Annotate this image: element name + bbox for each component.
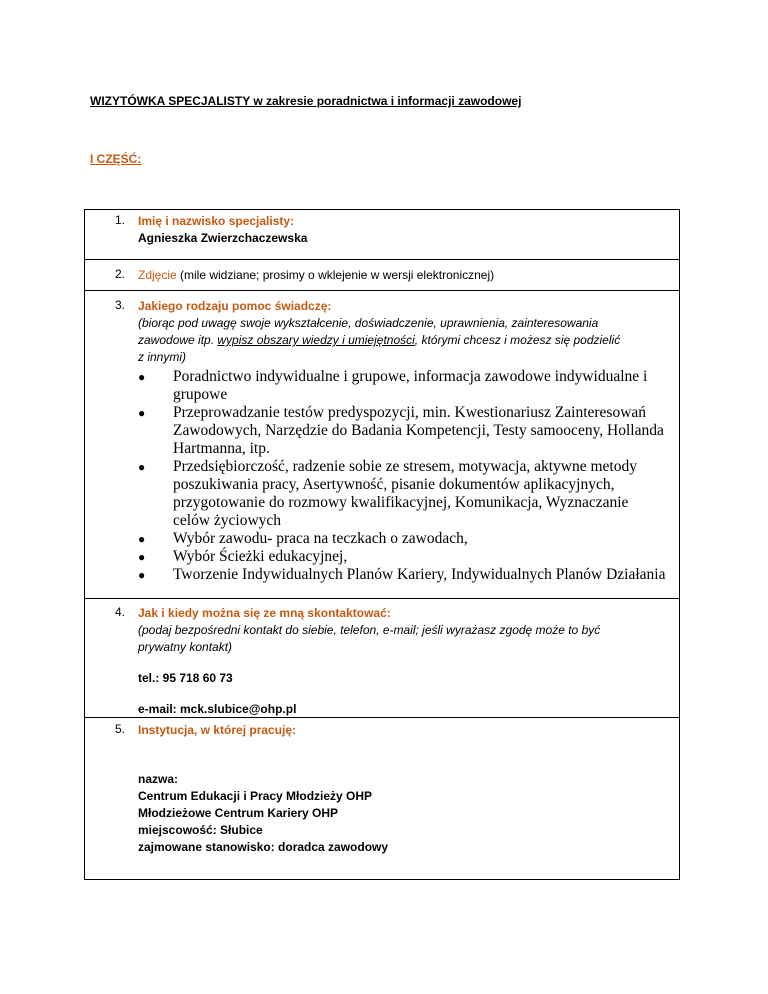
row-number: 5.	[115, 722, 126, 736]
note-line: prywatny kontakt)	[138, 640, 233, 654]
row-content	[138, 722, 661, 856]
list-item	[138, 530, 669, 548]
row-content	[138, 267, 661, 284]
question-label: Jakiego rodzaju pomoc świadczę:	[138, 299, 332, 313]
list-item-text: Przeprowadzanie testów predyspozycji, min. Kwestionariusz Zainteresowań Zawodowych, Narzędzie do Badania Kompetencji, Testy samooceny, Hollanda Hartmanna, itp.	[173, 404, 664, 457]
job-position: zajmowane stanowisko: doradca zawodowy	[138, 840, 389, 854]
list-item-text: Wybór Ścieżki edukacyjnej,	[173, 548, 348, 565]
list-item-text: Przedsiębiorczość, radzenie sobie ze stresem, motywacja, aktywne metody poszukiwania pracy, Asertywność, pisanie dokumentów aplikacyjnych, przygotowanie do rozmowy kwalifikacyjnej, Komunikacja, Wyznaczanie celów życiowych	[173, 458, 637, 529]
note-line: (podaj bezpośredni kontakt do siebie, telefon, e-mail; jeśli wyrażasz zgodę może to być	[138, 623, 601, 637]
row-number: 2.	[115, 267, 126, 281]
specialist-name: Agnieszka Zwierzchaczewska	[138, 231, 308, 245]
institution-name-2: Młodzieżowe Centrum Kariery OHP	[138, 806, 339, 820]
services-note	[138, 315, 661, 366]
row-services	[85, 291, 679, 599]
institution-name-label: nazwa:	[138, 772, 179, 786]
row-content	[138, 605, 661, 718]
row-content	[138, 213, 661, 247]
list-item	[138, 548, 669, 566]
institution-location: miejscowość: Słubice	[138, 823, 263, 837]
contact-email: e-mail: mck.slubice@ohp.pl	[138, 702, 297, 716]
row-number: 1.	[115, 213, 126, 227]
row-number: 4.	[115, 605, 126, 619]
list-item	[138, 566, 669, 584]
institution-name-1: Centrum Edukacji i Pracy Młodzieży OHP	[138, 789, 373, 803]
note-line	[138, 332, 661, 349]
question-label: Imię i nazwisko specjalisty:	[138, 214, 295, 228]
list-item-text: Wybór zawodu- praca na teczkach o zawodach,	[173, 530, 468, 547]
list-item	[138, 404, 669, 458]
list-item	[138, 368, 669, 404]
bullet-icon: ●	[138, 460, 146, 474]
row-content	[138, 298, 661, 366]
question-label: Jak i kiedy można się ze mną skontaktować:	[138, 606, 391, 620]
form-table	[84, 209, 680, 880]
question-label: Zdjęcie	[138, 268, 177, 282]
bullet-icon: ●	[138, 370, 146, 384]
question-label: Instytucja, w której pracuję:	[138, 723, 297, 737]
document-title: WIZYTÓWKA SPECJALISTY w zakresie poradnictwa i informacji zawodowej	[90, 94, 522, 108]
contact-phone: tel.: 95 718 60 73	[138, 671, 233, 685]
row-specialist-name	[85, 210, 679, 260]
row-contact	[85, 599, 679, 718]
photo-note: (mile widziane; prosimy o wklejenie w wersji elektronicznej)	[176, 268, 495, 282]
row-institution	[85, 718, 679, 879]
contact-note	[138, 622, 661, 656]
services-list	[138, 368, 669, 584]
bullet-icon: ●	[138, 550, 146, 564]
institution-details	[138, 771, 661, 856]
list-item	[138, 458, 669, 530]
list-item-text: Poradnictwo indywidualne i grupowe, informacja zawodowe indywidualne i grupowe	[173, 368, 648, 403]
list-item-text: Tworzenie Indywidualnych Planów Kariery, Indywidualnych Planów Działania	[173, 566, 666, 583]
note-underlined-text: wypisz obszary wiedzy i umiejętności	[217, 333, 415, 347]
note-line: (biorąc pod uwagę swoje wykształcenie, doświadczenie, uprawnienia, zainteresowania	[138, 316, 599, 330]
note-text: zawodowe itp.	[138, 333, 218, 347]
bullet-icon: ●	[138, 568, 146, 582]
note-text: , którymi chcesz i możesz się podzielić	[414, 333, 621, 347]
note-line: z innymi)	[138, 350, 187, 364]
bullet-icon: ●	[138, 532, 146, 546]
row-number: 3.	[115, 298, 126, 312]
bullet-icon: ●	[138, 406, 146, 420]
row-photo	[85, 260, 679, 291]
part-label: I CZĘŚĆ:	[90, 152, 142, 166]
